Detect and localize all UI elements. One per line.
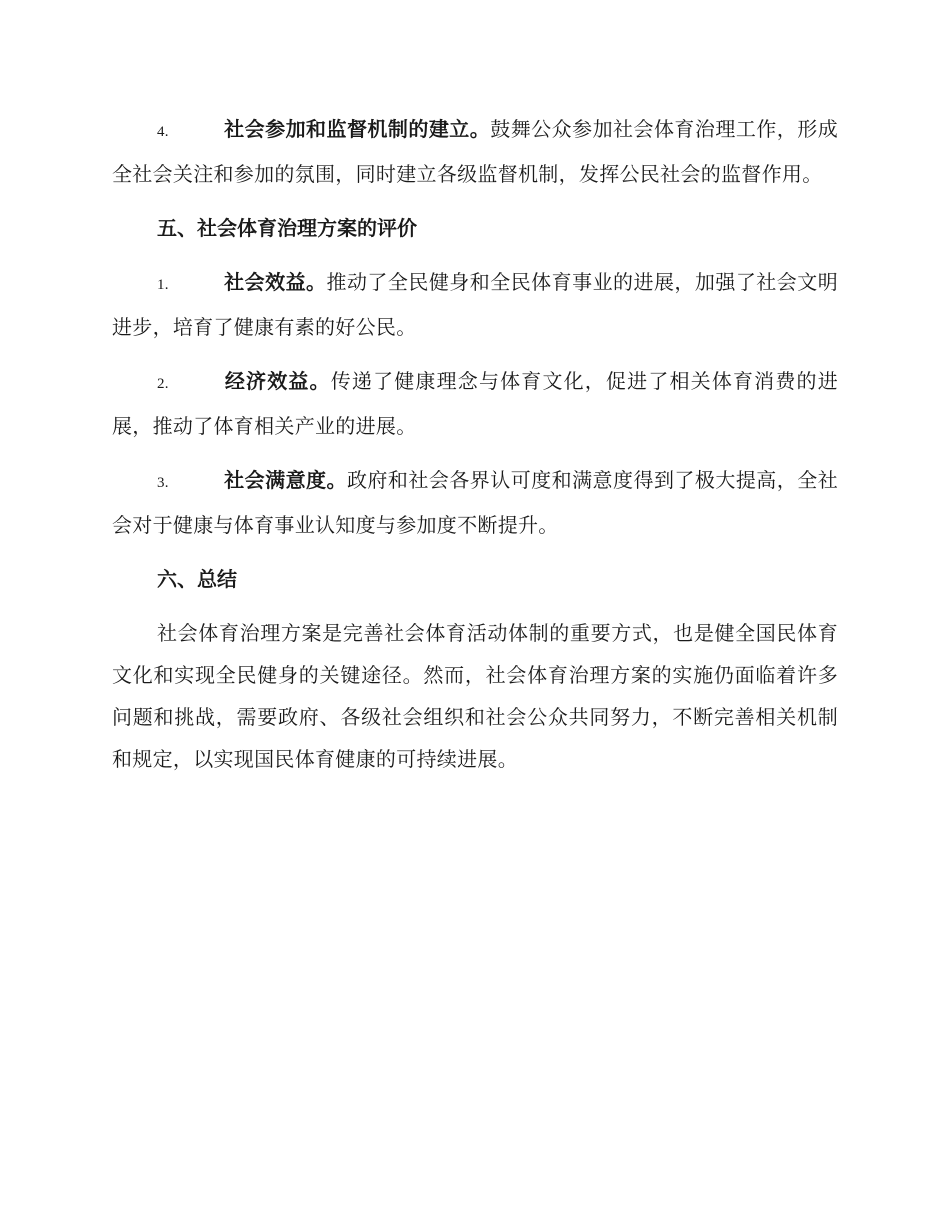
list-item (112, 108, 838, 195)
summary-paragraph: 社会体育治理方案是完善社会体育活动体制的重要方式，也是健全国民体育文化和实现全民健身的关键途径。然而，社会体育治理方案的实施仍面临着许多问题和挑战，需要政府、各级社会组织和社会公众共同努力，不断完善相关机制和规定，以实现国民体育健康的可持续进展。 (112, 621, 838, 771)
list-item-text: 传递了健康理念与体育文化，促进了相关体育消费的进展，推动了体育相关产业的进展。 (112, 369, 838, 438)
list-item-text: 政府和社会各界认可度和满意度得到了极大提高，全社会对于健康与体育事业认知度与参加度不断提升。 (112, 468, 838, 537)
document-content (112, 108, 838, 792)
list-item-number: 2. (157, 376, 169, 392)
list-item-number: 4. (157, 124, 169, 140)
list-item-text: 推动了全民健身和全民体育事业的进展，加强了社会文明进步，培育了健康有素的好公民。 (112, 270, 838, 339)
section-heading-summary: 六、总结 (157, 567, 237, 591)
list-item-lead: 经济效益。 (224, 369, 331, 393)
list-item-number: 3. (157, 475, 169, 491)
section-heading-evaluation: 五、社会体育治理方案的评价 (157, 216, 417, 240)
list-item-lead: 社会满意度。 (224, 468, 347, 492)
list-item (112, 360, 838, 447)
list-item (112, 459, 838, 546)
list-item-number: 1. (157, 277, 169, 293)
list-item-lead: 社会参加和监督机制的建立。 (224, 117, 491, 141)
list-item-lead: 社会效益。 (224, 270, 327, 294)
list-item-text: 鼓舞公众参加社会体育治理工作，形成全社会关注和参加的氛围，同时建立各级监督机制，发挥公民社会的监督作用。 (112, 117, 838, 186)
list-item (112, 261, 838, 348)
